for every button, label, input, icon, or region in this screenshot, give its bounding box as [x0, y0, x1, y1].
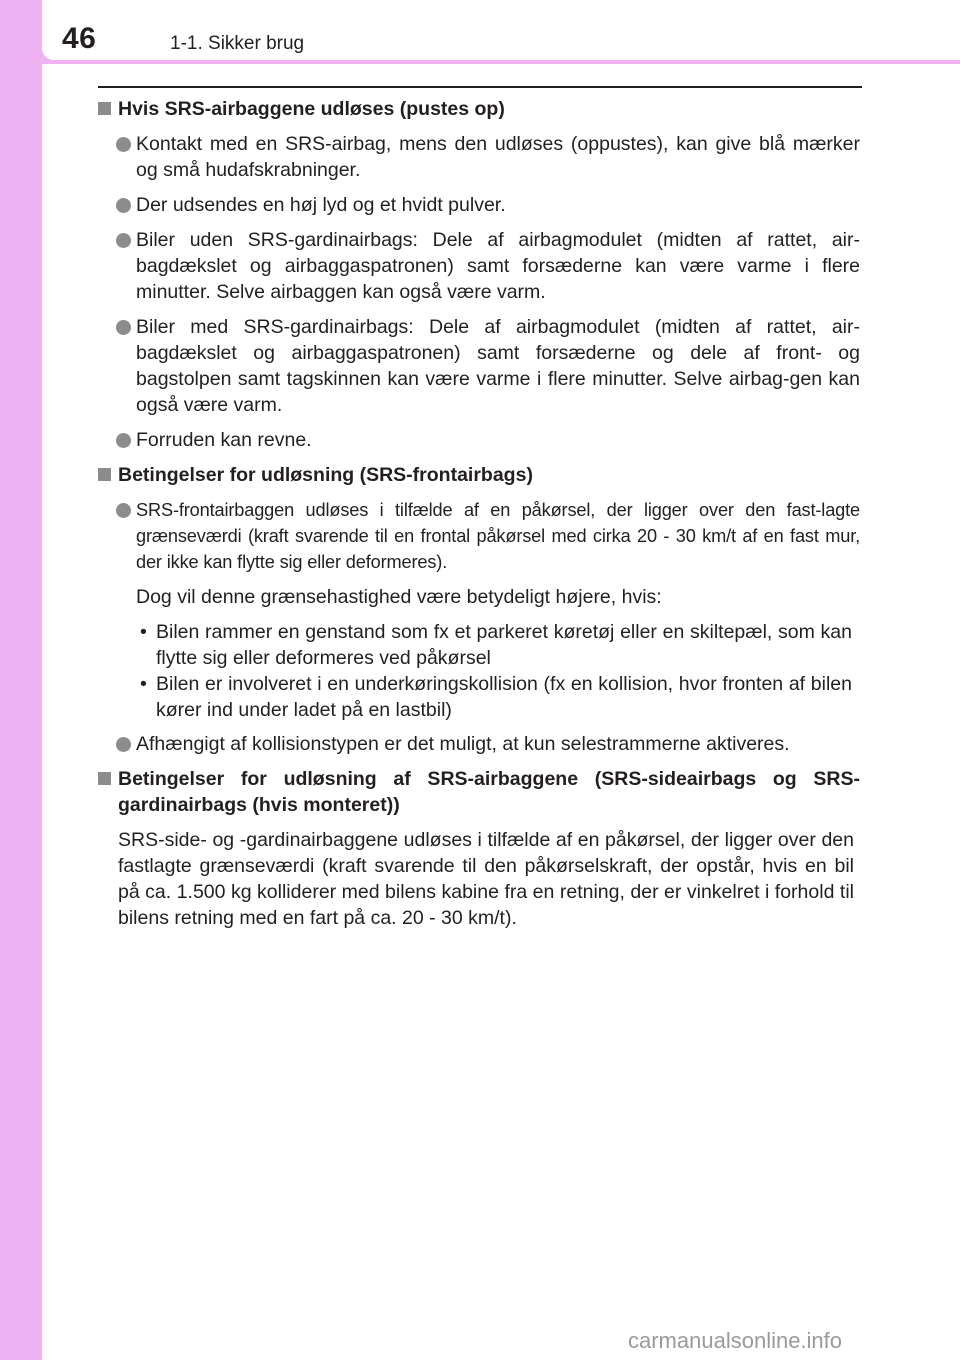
page-content [98, 96, 860, 940]
list-item-text: Forruden kan revne. [136, 429, 312, 451]
list-item [98, 131, 860, 183]
side-color-strip [0, 0, 42, 1360]
body-paragraph: SRS-side- og -gardinairbaggene udløses i tilfælde af en påkørsel, der ligger over den fastlagte grænseværdi (kraft svarende til den påkørselskraft, der opstår, hvis en bil på ca. 1.500 kg kolliderer med bilens kabine fra en retning, der er vinkelret i forhold til bilens retning med en fart på ca. 20 - 30 km/t). [118, 829, 854, 929]
circle-bullet-icon [116, 503, 131, 518]
list-item-text: SRS-frontairbaggen udløses i tilfælde af en påkørsel, der ligger over den fast-lagte grænseværdi (kraft svarende til en frontal påkørsel med cirka 20 - 30 km/t af en fast mur, der ikke kan flytte sig eller deformeres). [136, 500, 860, 572]
list-item-text: Biler uden SRS-gardinairbags: Dele af airbagmodulet (midten af rattet, air-bagdækslet og airbaggaspatronen) samt forsæderne kan være varme i flere minutter. Selve airbaggen kan også være varm. [136, 229, 860, 303]
heading-text: Hvis SRS-airbaggene udløses (pustes op) [118, 98, 505, 120]
list-item-text: Kontakt med en SRS-airbag, mens den udløses (oppustes), kan give blå mærker og små hudafskrabninger. [136, 133, 860, 181]
sub-list [98, 619, 860, 723]
circle-bullet-icon [116, 137, 131, 152]
sub-list-item-text: Bilen rammer en genstand som fx et parkeret køretøj eller en skiltepæl, som kan flytte sig eller deformeres ved påkørsel [156, 621, 852, 669]
list-item-text: Der udsendes en høj lyd og et hvidt pulver. [136, 194, 506, 216]
list-item [98, 314, 860, 418]
list-item [98, 227, 860, 305]
circle-bullet-icon [116, 433, 131, 448]
page-number: 46 [62, 22, 97, 55]
square-bullet-icon [98, 102, 111, 115]
circle-bullet-icon [116, 233, 131, 248]
sub-list-item [98, 671, 860, 723]
section-heading-front-conditions [98, 462, 860, 488]
list-item-text: Afhængigt af kollisionstypen er det muligt, at kun selestrammerne aktiveres. [136, 733, 790, 755]
section-heading-side-conditions [98, 766, 860, 818]
square-bullet-icon [98, 468, 111, 481]
list-item [98, 192, 860, 218]
sub-list-item-text: Bilen er involveret i en underkøringskollision (fx en kollision, hvor fronten af bilen kører ind under ladet på en lastbil) [156, 673, 852, 721]
header-rule [98, 86, 862, 88]
followup-paragraph: Dog vil denne grænsehastighed være betydeligt højere, hvis: [136, 586, 662, 608]
heading-text: Betingelser for udløsning af SRS-airbaggene (SRS-sideairbags og SRS-gardinairbags (hvis monteret)) [118, 768, 860, 816]
watermark: carmanualsonline.info [628, 1328, 843, 1353]
list-item [98, 731, 860, 757]
heading-text: Betingelser for udløsning (SRS-frontairbags) [118, 464, 533, 486]
section-title: 1-1. Sikker brug [170, 33, 305, 54]
sub-bullet-icon: • [140, 621, 147, 643]
list-item [98, 497, 860, 575]
list-item-text: Biler med SRS-gardinairbags: Dele af airbagmodulet (midten af rattet, air-bagdækslet og airbaggaspatronen) samt forsæderne og dele af front- og bagstolpen samt tagskinnen kan være varme i flere minutter. Selve airbag-gen kan også være varm. [136, 316, 860, 416]
section-heading-deployed [98, 96, 860, 122]
circle-bullet-icon [116, 320, 131, 335]
circle-bullet-icon [116, 198, 131, 213]
sub-list-item [98, 619, 860, 671]
square-bullet-icon [98, 772, 111, 785]
circle-bullet-icon [116, 737, 131, 752]
list-item [98, 427, 860, 453]
sub-bullet-icon: • [140, 673, 147, 695]
